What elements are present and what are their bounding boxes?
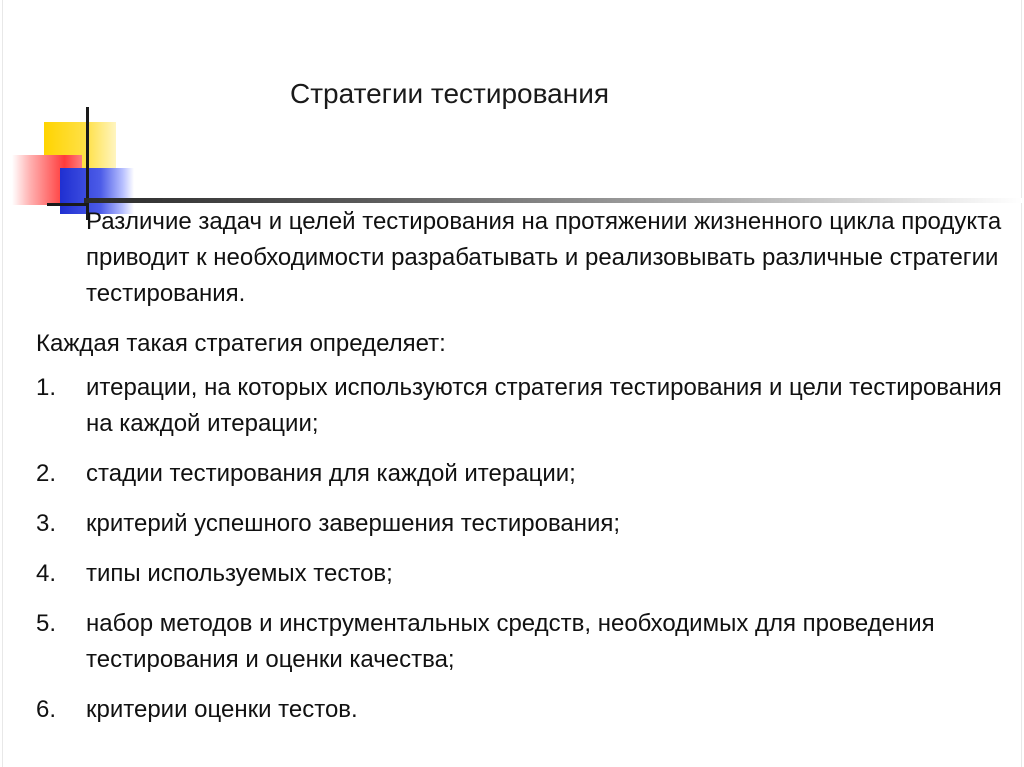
- list-item: [30, 692, 1005, 728]
- slide-content: [30, 204, 1005, 742]
- list-item: [30, 606, 1005, 678]
- intro-paragraph: Различие задач и целей тестирования на протяжении жизненного цикла продукта приводит к необходимости разрабатывать и реализовывать различные стратегии тестирования.: [86, 208, 1002, 307]
- list-item: [30, 456, 1005, 492]
- slide-title: Стратегии тестирования: [290, 78, 610, 109]
- list-item-text: критерии оценки тестов.: [86, 696, 358, 723]
- list-intro: Каждая такая стратегия определяет:: [36, 330, 446, 357]
- list-item-number: 6.: [36, 696, 57, 723]
- list-item-number: 1.: [36, 374, 57, 401]
- list-item-number: 2.: [36, 460, 57, 487]
- list-item-text: набор методов и инструментальных средств, необходимых для проведения тестирования и оценки качества;: [86, 610, 935, 673]
- strategy-list: [30, 370, 1005, 728]
- list-item-text: критерий успешного завершения тестирования;: [86, 510, 621, 537]
- list-item-text: итерации, на которых используются стратегия тестирования и цели тестирования на каждой итерации;: [86, 374, 1002, 437]
- list-item: [30, 556, 1005, 592]
- list-item-number: 4.: [36, 560, 57, 587]
- list-item-number: 3.: [36, 510, 57, 537]
- title-underline: [84, 198, 1022, 203]
- list-item-text: типы используемых тестов;: [86, 560, 393, 587]
- list-item: [30, 506, 1005, 542]
- list-item-text: стадии тестирования для каждой итерации;: [86, 460, 576, 487]
- frame-right-divider: [1021, 0, 1022, 767]
- list-item: [30, 370, 1005, 442]
- list-item-number: 5.: [36, 610, 57, 637]
